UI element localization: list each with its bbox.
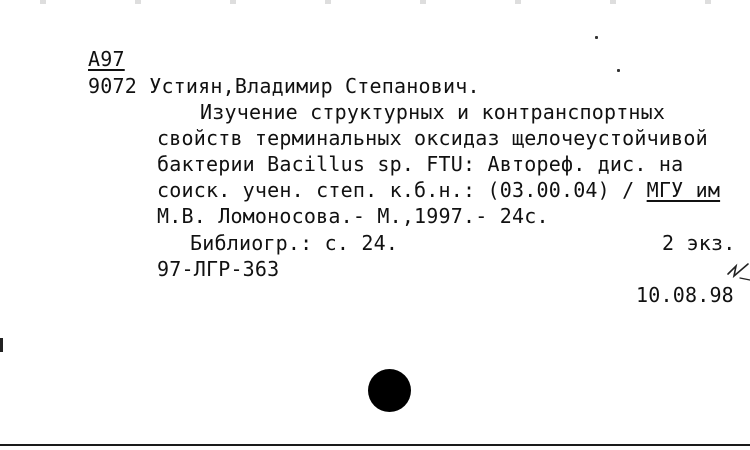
left-edge-mark [0, 338, 3, 352]
scan-speck [595, 36, 598, 39]
copies-count: 2 экз. [662, 231, 736, 255]
title-line-3: бактерии Bacillus sp. FTU: Автореф. дис. на [157, 152, 684, 176]
degree-line [157, 178, 720, 202]
university-text: МГУ им [646, 178, 721, 202]
top-edge-marks [0, 0, 750, 4]
card-punch-hole [368, 369, 411, 412]
registration-number: 97-ЛГР-363 [157, 257, 280, 281]
handwritten-checkmark-icon [726, 262, 750, 282]
degree-text: соиск. учен. степ. к.б.н.: (03.00.04) / [157, 178, 647, 202]
shelf-mark: А97 [88, 47, 125, 71]
scan-speck [617, 69, 620, 72]
author-line: 9072 Устиян,Владимир Степанович. [88, 74, 480, 98]
title-line-1: Изучение структурных и контранспортных [200, 100, 666, 124]
publication-line: М.В. Ломоносова.- М.,1997.- 24с. [157, 204, 549, 228]
card-bottom-edge [0, 444, 750, 446]
bibliography-line: Библиогр.: с. 24. [190, 231, 399, 255]
title-line-2: свойств терминальных оксидаз щелочеустойчивой [157, 126, 708, 150]
date-stamp: 10.08.98 [636, 283, 734, 307]
